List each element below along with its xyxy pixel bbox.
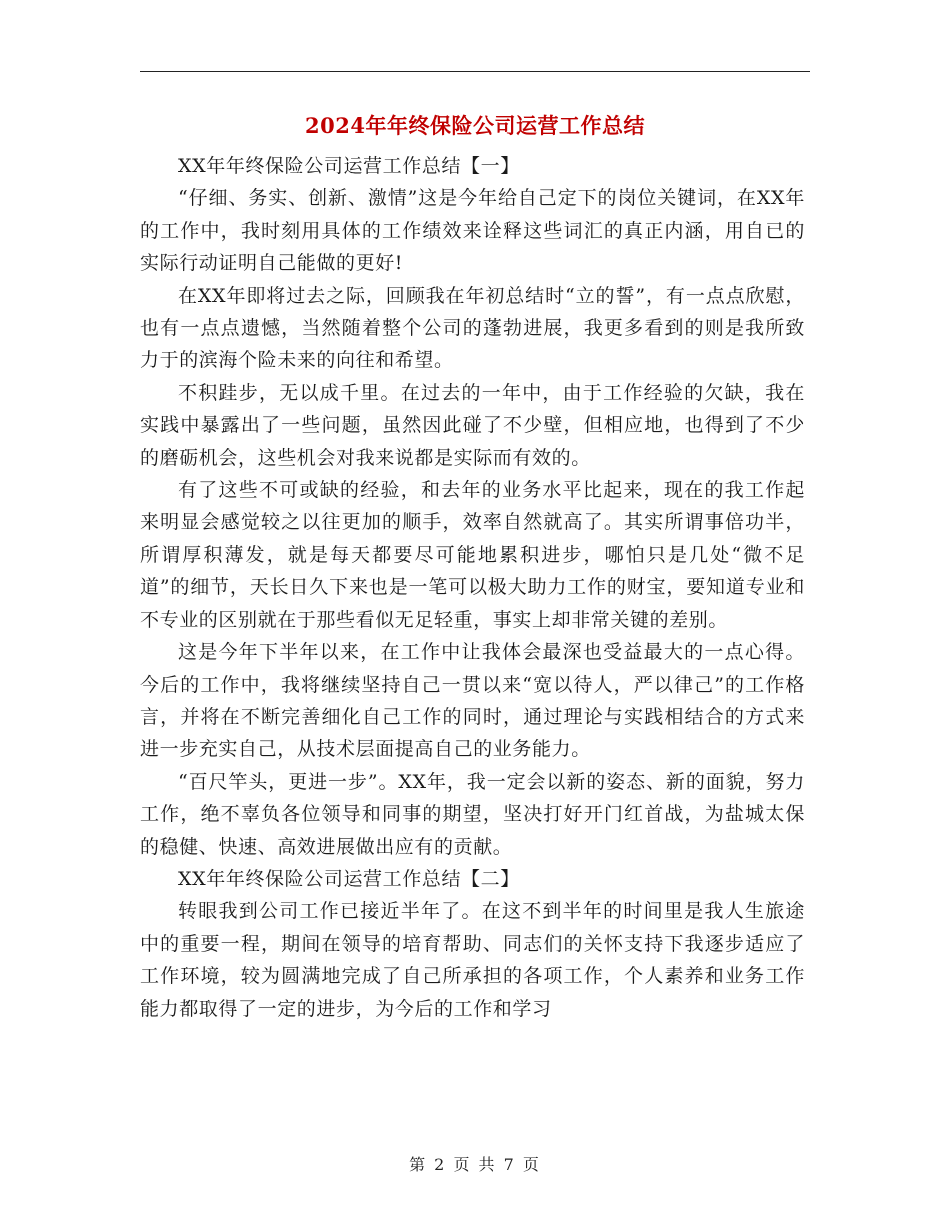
header-rule [140,71,810,72]
document-body [140,150,805,1025]
paragraph: “仔细、务实、创新、激情”这是今年给自己定下的岗位关键词，在XX年的工作中，我时刻用具体的工作绩效来诠释这些词汇的真正内涵，用自已的实际行动证明自己能做的更好! [140,187,805,275]
paragraph: “百尺竿头，更进一步”。XX年，我一定会以新的姿态、新的面貌，努力工作，绝不辜负各位领导和同事的期望，坚决打好开门红首战，为盐城太保的稳健、快速、高效进展做出应有的贡献。 [140,770,805,858]
paragraph: 不积跬步，无以成千里。在过去的一年中，由于工作经验的欠缺，我在实践中暴露出了一些问题，虽然因此碰了不少壁，但相应地，也得到了不少的磨砺机会，这些机会对我来说都是实际而有效的。 [140,381,805,469]
document-title: 2024年年终保险公司运营工作总结 [305,113,645,138]
section-heading-2: XX年年终保险公司运营工作总结【二】 [178,867,520,890]
section-heading-1: XX年年终保险公司运营工作总结【一】 [178,155,520,177]
paragraph: 转眼我到公司工作已接近半年了。在这不到半年的时间里是我人生旅途中的重要一程，期间在领导的培育帮助、同志们的关怀支持下我逐步适应了工作环境，较为圆满地完成了自己所承担的各项工作，个人素养和业务工作能力都取得了一定的进步，为今后的工作和学习 [140,900,805,1020]
paragraph: 在XX年即将过去之际，回顾我在年初总结时“立的誓”，有一点点欣慰，也有一点点遗憾，当然随着整个公司的蓬勃进展，我更多看到的则是我所致力于的滨海个险未来的向往和希望。 [140,284,805,372]
page-number: 第 2 页 共 7 页 [409,1155,541,1174]
paragraph: 这是今年下半年以来，在工作中让我体会最深也受益最大的一点心得。今后的工作中，我将继续坚持自己一贯以来“宽以待人，严以律己”的工作格言，并将在不断完善细化自己工作的同时，通过理论与实践相结合的方式来进一步充实自己，从技术层面提高自己的业务能力。 [140,641,805,761]
paragraph: 有了这些不可或缺的经验，和去年的业务水平比起来，现在的我工作起来明显会感觉较之以往更加的顺手，效率自然就高了。其实所谓事倍功半，所谓厚积薄发，就是每天都要尽可能地累积进步，哪怕只是几处“微不足道”的细节，天长日久下来也是一笔可以极大助力工作的财宝，要知道专业和不专业的区别就在于那些看似无足轻重，事实上却非常关键的差别。 [140,479,805,631]
